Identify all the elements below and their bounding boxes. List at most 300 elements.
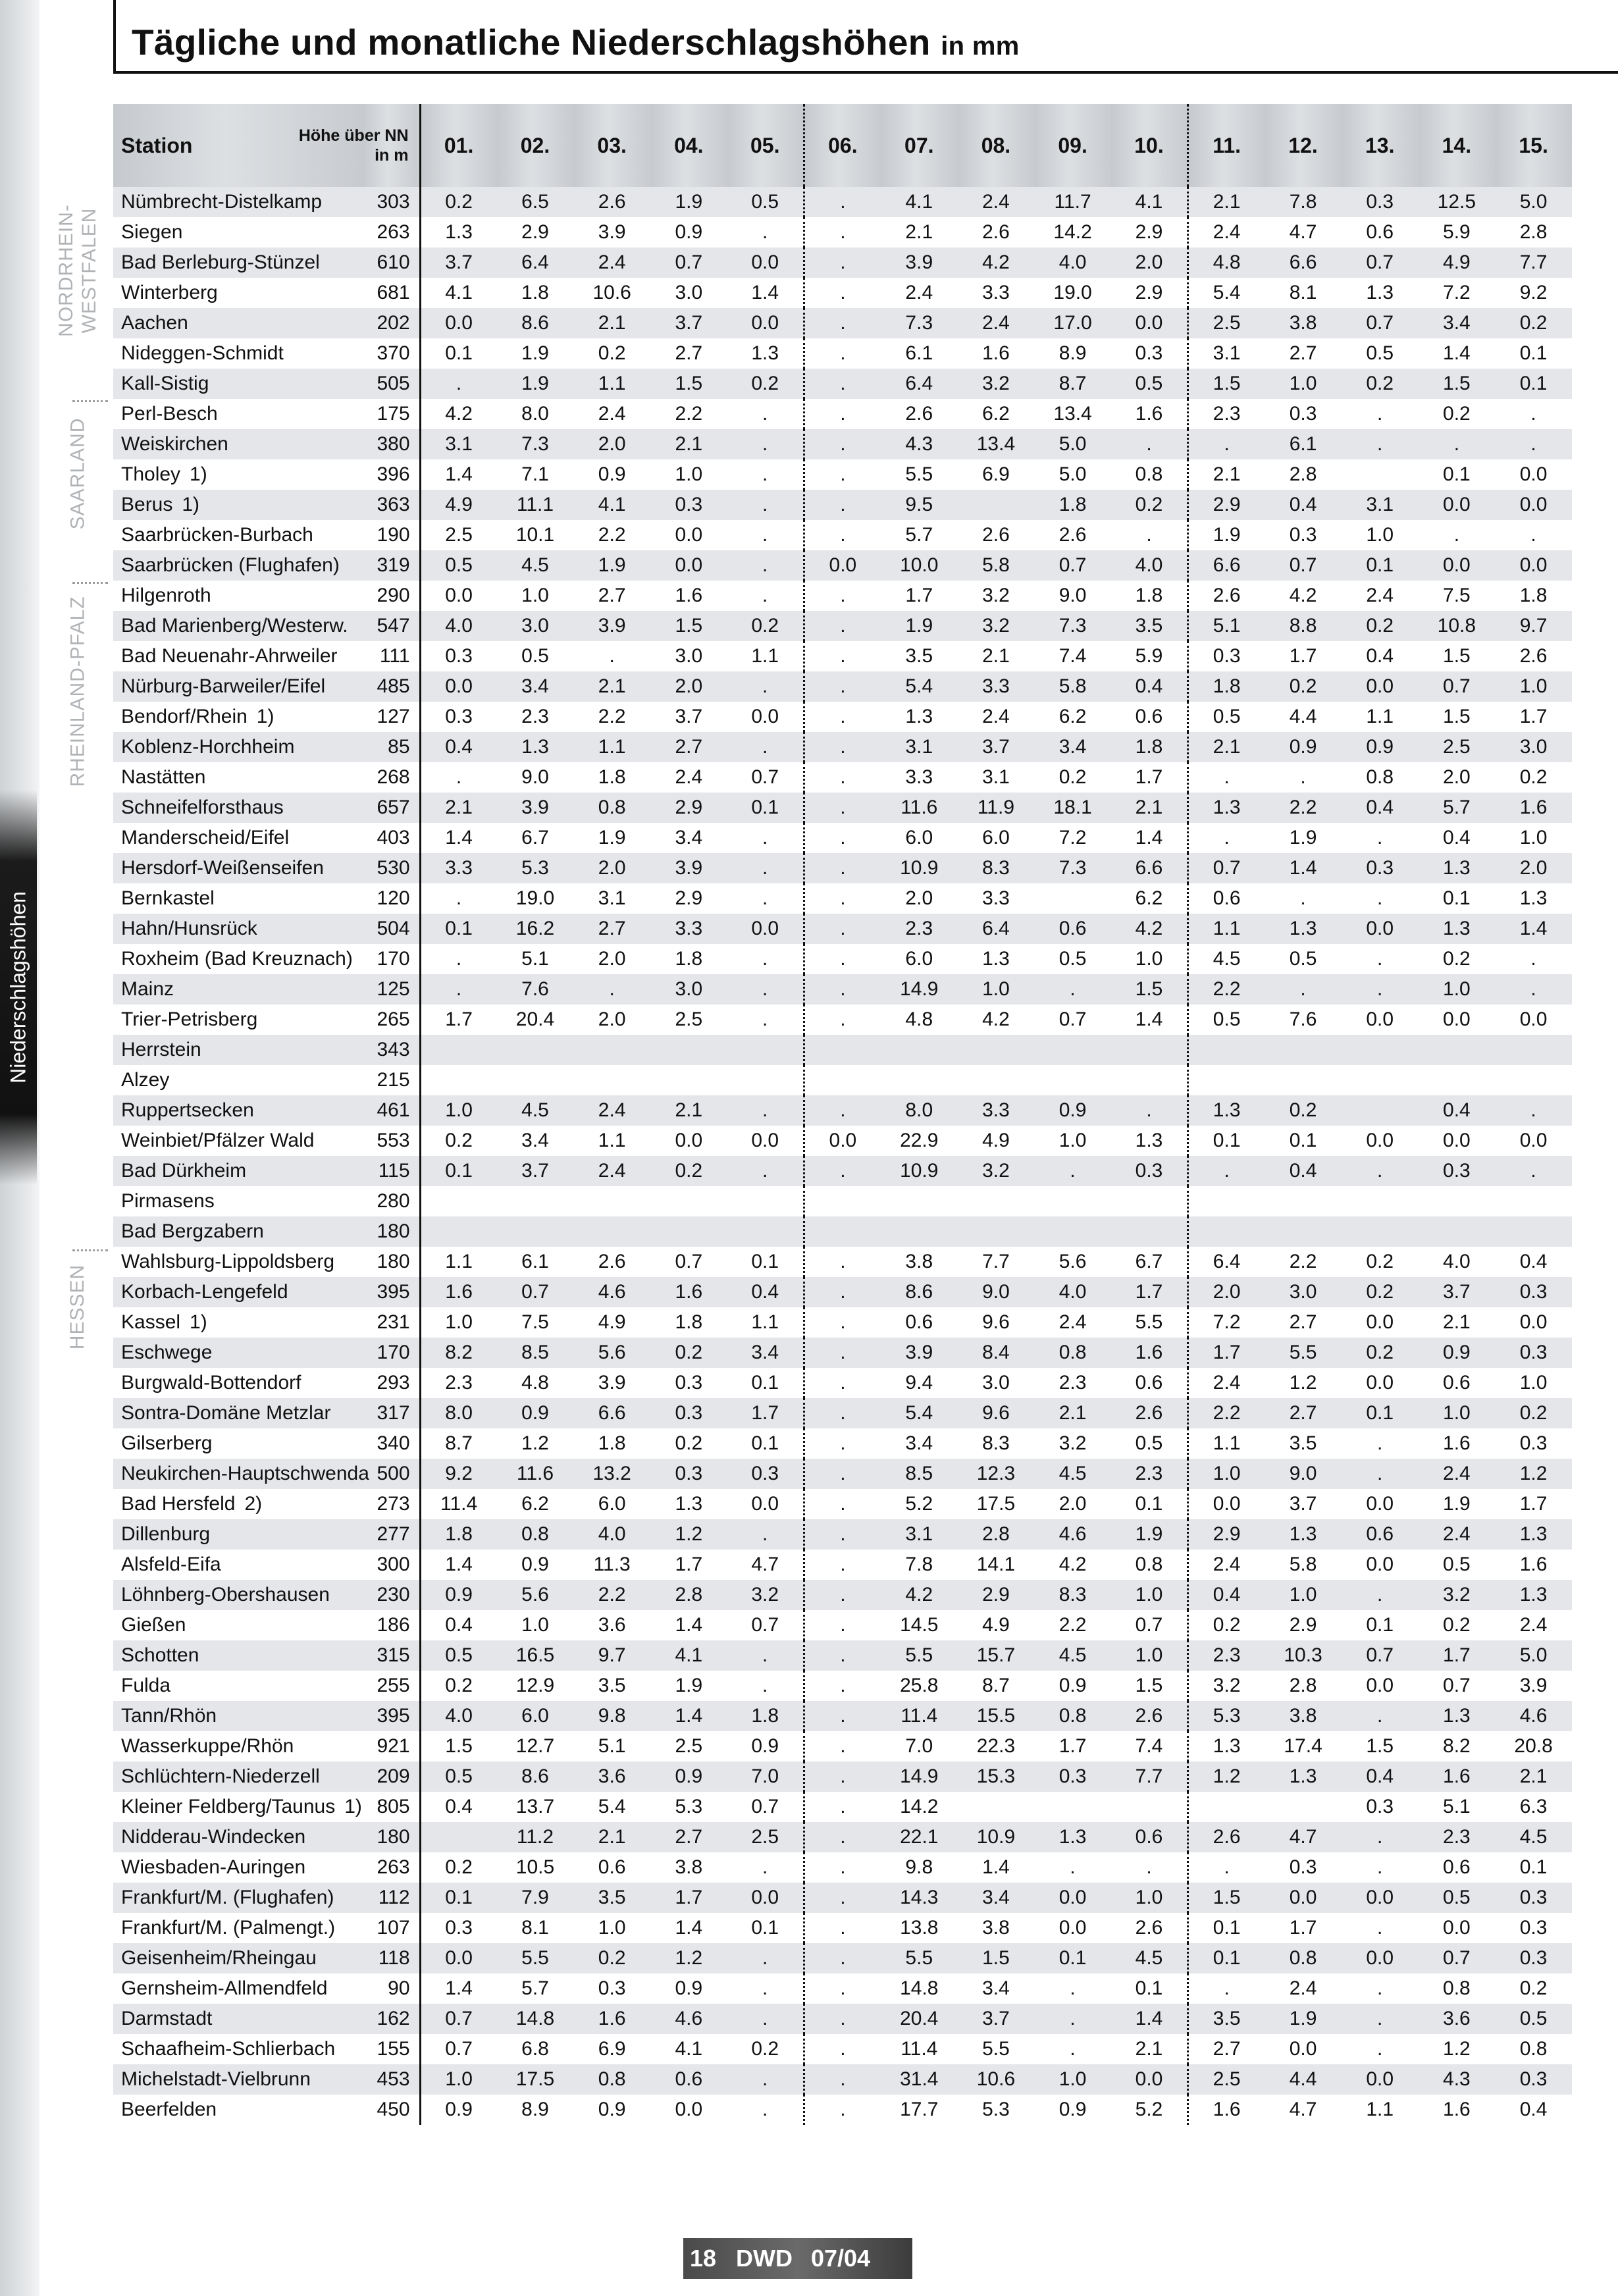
precip-value: 1.8 [1519, 585, 1548, 606]
precip-value: . [804, 369, 881, 399]
precip-value [1188, 1186, 1265, 1216]
precip-value: 6.9 [982, 463, 1010, 485]
precip-value: 1.2 [1495, 1459, 1572, 1489]
precip-value: 2.5 [1419, 732, 1496, 762]
station-name: Bad Dürkheim [121, 1160, 247, 1182]
precip-value: 6.2 [521, 1493, 549, 1515]
table-row [113, 1550, 1572, 1580]
precip-value: 0.2 [573, 1943, 650, 1973]
table-row [113, 702, 1572, 732]
precip-value: 0.3 [598, 1977, 626, 1999]
precip-value: 8.1 [521, 1917, 549, 1939]
precip-value: . [804, 429, 881, 459]
precip-value: 1.3 [445, 221, 473, 243]
precip-value: 6.1 [521, 1251, 549, 1272]
station-height: 370 [362, 338, 420, 369]
precip-value: 2.4 [1213, 1372, 1241, 1394]
precip-value: 5.8 [1034, 671, 1111, 702]
precip-value: 2.1 [1034, 1398, 1111, 1428]
precip-value: 6.4 [958, 914, 1035, 944]
precip-value [1342, 1065, 1419, 1095]
station-height: 395 [362, 1277, 420, 1307]
header-day: 14. [1419, 104, 1496, 187]
precip-value: 0.3 [445, 645, 473, 667]
precip-value: 1.6 [573, 2004, 650, 2034]
station-name: Schneifelforsthaus [121, 796, 284, 818]
precip-value: . [1034, 1156, 1111, 1186]
precip-value: 3.0 [675, 282, 703, 303]
station-height: 681 [362, 278, 420, 308]
precip-value: 0.8 [573, 793, 650, 823]
table-row [113, 1913, 1572, 1943]
station-height: 90 [362, 1973, 420, 2004]
precip-value: . [727, 1943, 804, 1973]
precip-value [1188, 1035, 1265, 1065]
precip-value: 4.2 [881, 1580, 958, 1610]
precip-value: 3.4 [727, 1338, 804, 1368]
precip-value: . [727, 823, 804, 853]
precip-value: 4.9 [598, 1311, 626, 1333]
precip-value: 3.3 [905, 766, 933, 788]
precip-value: 0.7 [420, 2004, 497, 2034]
precip-value: 0.2 [1366, 1251, 1394, 1272]
precip-value [573, 1065, 650, 1095]
precip-value: 7.6 [497, 974, 574, 1004]
precip-value: 0.0 [727, 1126, 804, 1156]
station-name: Hahn/Hunsrück [121, 918, 257, 939]
precip-value: 14.9 [881, 1761, 958, 1792]
precip-value: 12.9 [515, 1675, 555, 1696]
precip-value: 3.7 [1289, 1493, 1317, 1515]
precip-value: 3.0 [982, 1372, 1010, 1394]
precip-value: 0.1 [1366, 1614, 1394, 1636]
table-row [113, 1459, 1572, 1489]
table-row [113, 338, 1572, 369]
precip-value: 0.4 [727, 1277, 804, 1307]
precip-value: 10.9 [881, 853, 958, 883]
precip-value: 0.1 [1495, 369, 1572, 399]
precip-value: 8.7 [1034, 369, 1111, 399]
precip-value: 0.7 [497, 1277, 574, 1307]
precip-value: 10.6 [958, 2064, 1035, 2095]
precip-value: 0.0 [1519, 1311, 1548, 1333]
precip-value: 5.9 [1111, 641, 1188, 671]
precip-value: 3.9 [598, 221, 626, 243]
precip-value: 0.7 [1443, 1675, 1471, 1696]
precip-value: 1.8 [675, 1311, 703, 1333]
precip-value: 0.2 [1443, 948, 1471, 970]
precip-value: 2.7 [1265, 1398, 1342, 1428]
precip-value: 3.3 [982, 282, 1010, 303]
header-height-line1: Höhe über NN [298, 126, 409, 145]
precip-value: 0.1 [727, 1913, 804, 1943]
table-row [113, 399, 1572, 429]
station-height: 485 [362, 671, 420, 702]
precip-value [881, 1216, 958, 1247]
precip-value: 8.7 [982, 1675, 1010, 1696]
station-cell [113, 1095, 362, 1126]
precip-value: 3.5 [1289, 1432, 1317, 1454]
precip-value [1495, 1065, 1572, 1095]
station-cell [113, 1671, 362, 1701]
precip-value: . [727, 429, 804, 459]
precip-value: . [727, 2064, 804, 2095]
precip-value: 3.3 [420, 853, 497, 883]
precip-value: 1.7 [675, 1553, 703, 1575]
precip-value: . [1377, 1856, 1383, 1878]
precip-value [1188, 1216, 1265, 1247]
table-row [113, 1398, 1572, 1428]
precip-value: 1.3 [1188, 793, 1265, 823]
precip-value: 13.2 [573, 1459, 650, 1489]
station-name: Nümbrecht-Distelkamp [121, 191, 323, 213]
precip-value [881, 1186, 958, 1216]
precip-value: . [1419, 429, 1496, 459]
station-name: Bernkastel [121, 887, 215, 909]
header-day: 06. [804, 104, 881, 187]
station-cell [113, 1277, 362, 1307]
precip-value: 5.0 [1495, 1640, 1572, 1671]
precip-value [497, 1065, 574, 1095]
precip-value [1111, 1792, 1188, 1822]
station-name: Berus [121, 494, 173, 515]
precip-value: 2.2 [1188, 974, 1265, 1004]
precip-value [804, 1216, 881, 1247]
precip-value: . [840, 1856, 846, 1878]
station-name: Bad Berleburg-Stünzel [121, 251, 320, 273]
precip-value: 0.0 [1342, 914, 1419, 944]
precip-value: 7.1 [521, 463, 549, 485]
station-name: Koblenz-Horchheim [121, 736, 295, 758]
precip-value: . [804, 2064, 881, 2095]
precip-value: 12.7 [515, 1735, 555, 1757]
precip-value [727, 1035, 804, 1065]
precip-value [650, 1216, 727, 1247]
publisher-label: DWD [736, 2245, 793, 2272]
precip-value: 5.0 [1034, 429, 1111, 459]
precip-value: 0.0 [420, 1943, 497, 1973]
precip-value: 0.5 [1419, 1883, 1496, 1913]
station-height: 231 [362, 1307, 420, 1338]
precip-value: 4.1 [573, 490, 650, 520]
precip-value: 9.0 [1265, 1459, 1342, 1489]
precip-value: 2.5 [727, 1822, 804, 1852]
precip-value: 0.5 [1213, 706, 1241, 727]
precip-value: 8.1 [1289, 282, 1317, 303]
precip-value: 0.9 [675, 1977, 703, 1999]
precip-value: 4.7 [1289, 221, 1317, 243]
precip-value [958, 1035, 1035, 1065]
footnote-marker: 1) [256, 706, 274, 727]
precip-value: 8.0 [881, 1095, 958, 1126]
precip-value: 2.1 [573, 1822, 650, 1852]
page-title [132, 21, 1020, 63]
precip-value [650, 1186, 727, 1216]
precip-value: 2.7 [1289, 342, 1317, 364]
station-name: Neukirchen-Hauptschwenda [121, 1463, 369, 1484]
precip-value: 3.2 [958, 369, 1035, 399]
station-cell [113, 1004, 362, 1035]
station-name: Gilserberg [121, 1432, 213, 1454]
table-row [113, 187, 1572, 217]
table-row [113, 1973, 1572, 2004]
precip-value: 4.0 [1443, 1251, 1471, 1272]
precip-value: 0.5 [1111, 1428, 1188, 1459]
precip-value: 2.7 [650, 732, 727, 762]
precip-value: 0.2 [1443, 403, 1471, 425]
precip-value: 12.5 [1419, 187, 1496, 217]
precip-value: 6.4 [1213, 1251, 1241, 1272]
station-cell [113, 520, 362, 550]
precip-value: 2.4 [905, 282, 933, 303]
precip-value: 0.2 [1519, 1977, 1548, 1999]
precip-value: 5.1 [1188, 611, 1265, 641]
precip-value: 1.0 [1366, 524, 1394, 546]
precip-value: 2.0 [598, 948, 626, 970]
station-cell [113, 1489, 362, 1519]
precip-value: 2.1 [420, 793, 497, 823]
precip-value [1342, 1095, 1419, 1126]
precip-value: 2.2 [598, 524, 626, 546]
station-name: Bendorf/Rhein [121, 706, 248, 727]
precip-value: 1.8 [727, 1701, 804, 1731]
precip-value: 9.7 [573, 1640, 650, 1671]
precip-value [573, 1035, 650, 1065]
precip-value: 2.4 [1519, 1614, 1548, 1636]
precip-value: . [840, 1251, 846, 1272]
table-row [113, 1701, 1572, 1731]
precip-value: 0.0 [1366, 1372, 1394, 1394]
precip-value: 2.6 [1111, 1701, 1188, 1731]
precip-value: . [840, 948, 846, 970]
precip-value: 9.0 [958, 1277, 1035, 1307]
precip-value: 3.3 [958, 1095, 1035, 1126]
precip-value: 1.0 [1519, 827, 1548, 848]
precip-value: 1.9 [1111, 1519, 1188, 1550]
precip-value [1265, 1792, 1342, 1822]
precip-value: 2.3 [445, 1372, 473, 1394]
station-cell [113, 1156, 362, 1186]
precip-value: . [840, 1796, 846, 1817]
precip-value: 1.4 [1111, 1004, 1188, 1035]
station-height: 340 [362, 1428, 420, 1459]
station-height: 547 [362, 611, 420, 641]
header-day: 10. [1111, 104, 1188, 187]
precip-value: 1.2 [521, 1432, 549, 1454]
precip-value: 1.0 [1265, 369, 1342, 399]
precip-value: 4.0 [420, 611, 497, 641]
precip-value: 0.7 [675, 1251, 703, 1272]
precip-value: 3.1 [1342, 490, 1419, 520]
precip-value: 7.2 [1213, 1311, 1241, 1333]
precip-value: . [804, 248, 881, 278]
precip-value: . [1342, 1156, 1419, 1186]
precip-value: 1.7 [1111, 762, 1188, 793]
station-cell [113, 1186, 362, 1216]
precip-value: 2.4 [958, 308, 1035, 338]
precip-value: 5.5 [881, 1943, 958, 1973]
precip-value: 16.5 [497, 1640, 574, 1671]
table-row [113, 1156, 1572, 1186]
precip-value: 8.3 [982, 1432, 1010, 1454]
precip-value: 1.0 [1111, 1640, 1188, 1671]
precip-value: 0.0 [1034, 1883, 1111, 1913]
precip-value: . [727, 732, 804, 762]
precip-value: 3.2 [958, 1156, 1035, 1186]
station-cell [113, 1247, 362, 1277]
precip-value: 0.9 [650, 1761, 727, 1792]
precip-value: 1.0 [1111, 944, 1188, 974]
precip-value: 0.2 [650, 1156, 727, 1186]
precip-value: 2.0 [573, 429, 650, 459]
precip-value: 2.8 [650, 1580, 727, 1610]
precip-value: 0.4 [1443, 827, 1471, 848]
precip-value: 17.7 [900, 2099, 939, 2120]
precip-value: . [727, 217, 804, 248]
precip-value: 1.7 [445, 1008, 473, 1030]
precip-value: 5.9 [1443, 221, 1471, 243]
precip-value: 4.0 [420, 1701, 497, 1731]
precip-value: 1.9 [1213, 524, 1241, 546]
precip-value: 5.4 [598, 1796, 626, 1817]
precip-value: 15.5 [958, 1701, 1035, 1731]
station-height: 293 [362, 1368, 420, 1398]
precip-value: 1.6 [1419, 1761, 1496, 1792]
side-section-tab [0, 790, 37, 1185]
precip-value: 1.0 [1495, 671, 1572, 702]
precip-value: 5.5 [881, 1640, 958, 1671]
precip-value: 9.5 [881, 490, 958, 520]
precip-value: 1.0 [598, 1917, 626, 1939]
precip-value: 0.0 [675, 1130, 703, 1151]
precip-value: 7.2 [1443, 282, 1471, 303]
footnote-marker: 1) [182, 494, 200, 515]
precip-value: 2.5 [675, 1735, 703, 1757]
precip-value: 6.6 [1111, 853, 1188, 883]
precip-value: 0.4 [445, 1614, 473, 1636]
precip-value: 0.5 [1443, 1553, 1471, 1575]
station-name: Sontra-Domäne Metzlar [121, 1402, 331, 1424]
precip-value: 19.0 [1053, 282, 1092, 303]
precip-value: 0.2 [1342, 1277, 1419, 1307]
precip-value: . [804, 490, 881, 520]
precip-value: 1.3 [1419, 1701, 1496, 1731]
precip-value: 0.2 [1265, 671, 1342, 702]
station-cell [113, 490, 362, 520]
station-name: Siegen [121, 221, 183, 243]
precip-value: 2.0 [1495, 853, 1572, 883]
precip-value: 1.3 [1419, 914, 1496, 944]
precip-value: . [1342, 1459, 1419, 1489]
precip-value [1342, 1035, 1419, 1065]
precip-value: 4.0 [1034, 1277, 1111, 1307]
precip-value: 0.3 [1213, 645, 1241, 667]
precip-value: . [1111, 520, 1188, 550]
station-cell [113, 1338, 362, 1368]
precip-value: 20.4 [515, 1008, 555, 1030]
precip-value: . [1111, 1852, 1188, 1883]
header-day: 11. [1188, 104, 1265, 187]
precip-value: 0.9 [727, 1731, 804, 1761]
station-cell [113, 1368, 362, 1398]
precip-value: 2.0 [905, 887, 933, 909]
precip-value: . [727, 1640, 804, 1671]
precip-value: 3.8 [905, 1251, 933, 1272]
precip-value: 6.2 [1058, 706, 1087, 727]
precip-value: 2.9 [958, 1580, 1035, 1610]
precip-value: 3.1 [420, 429, 497, 459]
precip-value: . [456, 948, 462, 970]
precip-value: 10.1 [515, 524, 555, 546]
precip-value: 3.4 [1034, 732, 1111, 762]
precip-value: 2.4 [1289, 1977, 1317, 1999]
precip-value: 0.8 [1034, 1338, 1111, 1368]
table-row [113, 459, 1572, 490]
precip-value: 0.7 [1342, 308, 1419, 338]
station-height: 921 [362, 1731, 420, 1761]
precip-value: 0.9 [445, 2099, 473, 2120]
precip-value: 18.1 [1034, 793, 1111, 823]
station-name: Geisenheim/Rheingau [121, 1947, 317, 1969]
precip-value: 1.3 [727, 338, 804, 369]
table-row [113, 1852, 1572, 1883]
precip-value: 4.5 [1034, 1640, 1111, 1671]
precip-value: 1.6 [1443, 2099, 1471, 2120]
precip-value: 17.4 [1284, 1735, 1322, 1757]
station-name: Bad Neuenahr-Ahrweiler [121, 645, 338, 667]
station-name: Kleiner Feldberg/Taunus [121, 1796, 336, 1817]
precip-value: 0.0 [1443, 1130, 1471, 1151]
precip-value: 13.8 [900, 1917, 939, 1939]
precip-value: 1.2 [1443, 2038, 1471, 2060]
precip-value: . [727, 1973, 804, 2004]
precip-value: 2.3 [1188, 1640, 1265, 1671]
station-height: 396 [362, 459, 420, 490]
precip-value: 0.8 [497, 1519, 574, 1550]
precip-value: 2.4 [1419, 1519, 1496, 1550]
station-name: Hilgenroth [121, 585, 211, 606]
station-height: 290 [362, 581, 420, 611]
precip-value: 0.7 [727, 1792, 804, 1822]
precip-value: . [804, 1459, 881, 1489]
precip-value: 0.0 [1366, 1675, 1394, 1696]
precip-value: . [1224, 1856, 1230, 1878]
header-day: 02. [497, 104, 574, 187]
precip-value: 1.5 [1419, 369, 1496, 399]
station-name: Tholey [121, 463, 181, 485]
precip-value: . [727, 2095, 804, 2125]
precip-value: 1.4 [1495, 914, 1572, 944]
precip-value: 2.1 [573, 671, 650, 702]
precip-value [1111, 1035, 1188, 1065]
precip-value: 8.8 [1265, 611, 1342, 641]
station-cell [113, 793, 362, 823]
precip-value: 0.2 [1342, 369, 1419, 399]
precip-value: 3.6 [1419, 2004, 1496, 2034]
precip-value: 6.1 [905, 342, 933, 364]
precip-value: . [1300, 766, 1306, 788]
precip-value: 1.3 [1265, 914, 1342, 944]
station-height: 127 [362, 702, 420, 732]
precip-value: 4.7 [1265, 1822, 1342, 1852]
station-height: 215 [362, 1065, 420, 1095]
precip-value: 1.3 [1366, 282, 1394, 303]
precip-value: 2.5 [445, 524, 473, 546]
precip-value: 1.0 [675, 463, 703, 485]
precip-value: 5.6 [497, 1580, 574, 1610]
table-row [113, 732, 1572, 762]
precip-value: 1.4 [1443, 342, 1471, 364]
